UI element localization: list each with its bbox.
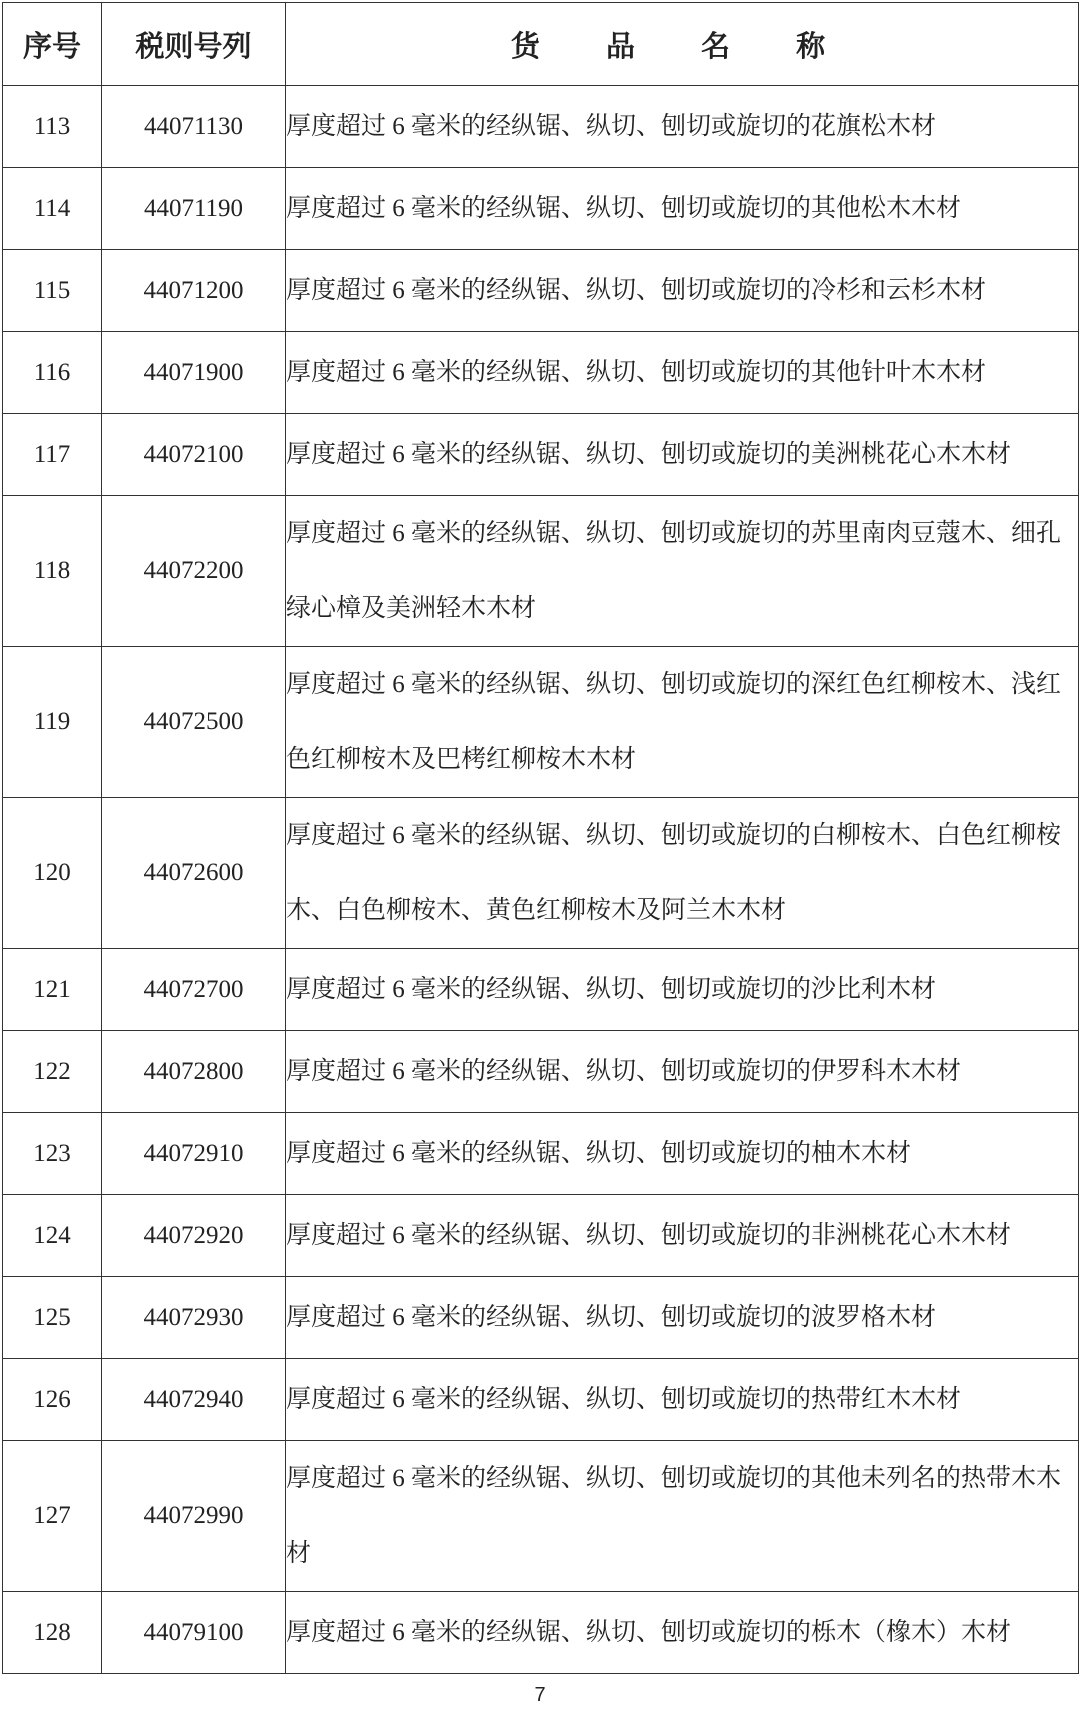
cell-tariff-code: 44072200 bbox=[102, 496, 286, 647]
cell-tariff-code: 44071190 bbox=[102, 168, 286, 250]
page-number: 7 bbox=[534, 1684, 546, 1706]
table-row bbox=[3, 1277, 1079, 1359]
cell-goods-name: 厚度超过 6 毫米的经纵锯、纵切、刨切或旋切的美洲桃花心木木材 bbox=[286, 414, 1079, 496]
table-row bbox=[3, 1195, 1079, 1277]
cell-serial-no: 127 bbox=[3, 1441, 102, 1592]
cell-goods-name: 厚度超过 6 毫米的经纵锯、纵切、刨切或旋切的栎木（橡木）木材 bbox=[286, 1592, 1079, 1674]
table-row bbox=[3, 1113, 1079, 1195]
cell-serial-no: 125 bbox=[3, 1277, 102, 1359]
cell-goods-name: 厚度超过 6 毫米的经纵锯、纵切、刨切或旋切的柚木木材 bbox=[286, 1113, 1079, 1195]
header-serial-no: 序号 bbox=[3, 3, 102, 86]
table-row bbox=[3, 1441, 1079, 1592]
cell-tariff-code: 44072910 bbox=[102, 1113, 286, 1195]
table-row bbox=[3, 647, 1079, 798]
cell-serial-no: 117 bbox=[3, 414, 102, 496]
cell-tariff-code: 44072500 bbox=[102, 647, 286, 798]
cell-goods-name: 厚度超过 6 毫米的经纵锯、纵切、刨切或旋切的苏里南肉豆蔻木、细孔绿心樟及美洲轻木木材 bbox=[286, 496, 1079, 647]
cell-tariff-code: 44072940 bbox=[102, 1359, 286, 1441]
cell-goods-name: 厚度超过 6 毫米的经纵锯、纵切、刨切或旋切的非洲桃花心木木材 bbox=[286, 1195, 1079, 1277]
table-row bbox=[3, 949, 1079, 1031]
cell-serial-no: 124 bbox=[3, 1195, 102, 1277]
table-row bbox=[3, 1031, 1079, 1113]
header-tariff-code: 税则号列 bbox=[102, 3, 286, 86]
cell-tariff-code: 44072800 bbox=[102, 1031, 286, 1113]
header-goods-name: 货 品 名 称 bbox=[286, 3, 1079, 86]
cell-tariff-code: 44072700 bbox=[102, 949, 286, 1031]
table-row bbox=[3, 496, 1079, 647]
cell-serial-no: 114 bbox=[3, 168, 102, 250]
table-row bbox=[3, 1592, 1079, 1674]
cell-tariff-code: 44072600 bbox=[102, 798, 286, 949]
cell-serial-no: 116 bbox=[3, 332, 102, 414]
table-header-row bbox=[3, 3, 1079, 86]
cell-serial-no: 120 bbox=[3, 798, 102, 949]
cell-tariff-code: 44072920 bbox=[102, 1195, 286, 1277]
cell-serial-no: 123 bbox=[3, 1113, 102, 1195]
table-row bbox=[3, 414, 1079, 496]
cell-tariff-code: 44072930 bbox=[102, 1277, 286, 1359]
cell-serial-no: 126 bbox=[3, 1359, 102, 1441]
cell-serial-no: 121 bbox=[3, 949, 102, 1031]
table-row bbox=[3, 86, 1079, 168]
table-row bbox=[3, 332, 1079, 414]
cell-tariff-code: 44071130 bbox=[102, 86, 286, 168]
cell-tariff-code: 44071900 bbox=[102, 332, 286, 414]
cell-goods-name: 厚度超过 6 毫米的经纵锯、纵切、刨切或旋切的波罗格木材 bbox=[286, 1277, 1079, 1359]
cell-goods-name: 厚度超过 6 毫米的经纵锯、纵切、刨切或旋切的其他未列名的热带木木材 bbox=[286, 1441, 1079, 1592]
cell-goods-name: 厚度超过 6 毫米的经纵锯、纵切、刨切或旋切的伊罗科木木材 bbox=[286, 1031, 1079, 1113]
table-row bbox=[3, 798, 1079, 949]
cell-serial-no: 122 bbox=[3, 1031, 102, 1113]
table-row bbox=[3, 1359, 1079, 1441]
cell-goods-name: 厚度超过 6 毫米的经纵锯、纵切、刨切或旋切的沙比利木材 bbox=[286, 949, 1079, 1031]
cell-goods-name: 厚度超过 6 毫米的经纵锯、纵切、刨切或旋切的冷杉和云杉木材 bbox=[286, 250, 1079, 332]
cell-serial-no: 128 bbox=[3, 1592, 102, 1674]
table-row bbox=[3, 250, 1079, 332]
cell-serial-no: 113 bbox=[3, 86, 102, 168]
cell-tariff-code: 44072990 bbox=[102, 1441, 286, 1592]
tariff-table bbox=[2, 2, 1079, 1674]
table-row bbox=[3, 168, 1079, 250]
cell-goods-name: 厚度超过 6 毫米的经纵锯、纵切、刨切或旋切的深红色红柳桉木、浅红色红柳桉木及巴栲红柳桉木木材 bbox=[286, 647, 1079, 798]
cell-serial-no: 119 bbox=[3, 647, 102, 798]
cell-tariff-code: 44079100 bbox=[102, 1592, 286, 1674]
cell-goods-name: 厚度超过 6 毫米的经纵锯、纵切、刨切或旋切的其他针叶木木材 bbox=[286, 332, 1079, 414]
cell-goods-name: 厚度超过 6 毫米的经纵锯、纵切、刨切或旋切的花旗松木材 bbox=[286, 86, 1079, 168]
table-body bbox=[3, 86, 1079, 1674]
cell-serial-no: 115 bbox=[3, 250, 102, 332]
cell-tariff-code: 44071200 bbox=[102, 250, 286, 332]
cell-goods-name: 厚度超过 6 毫米的经纵锯、纵切、刨切或旋切的其他松木木材 bbox=[286, 168, 1079, 250]
cell-serial-no: 118 bbox=[3, 496, 102, 647]
cell-goods-name: 厚度超过 6 毫米的经纵锯、纵切、刨切或旋切的白柳桉木、白色红柳桉木、白色柳桉木、黄色红柳桉木及阿兰木木材 bbox=[286, 798, 1079, 949]
cell-goods-name: 厚度超过 6 毫米的经纵锯、纵切、刨切或旋切的热带红木木材 bbox=[286, 1359, 1079, 1441]
cell-tariff-code: 44072100 bbox=[102, 414, 286, 496]
